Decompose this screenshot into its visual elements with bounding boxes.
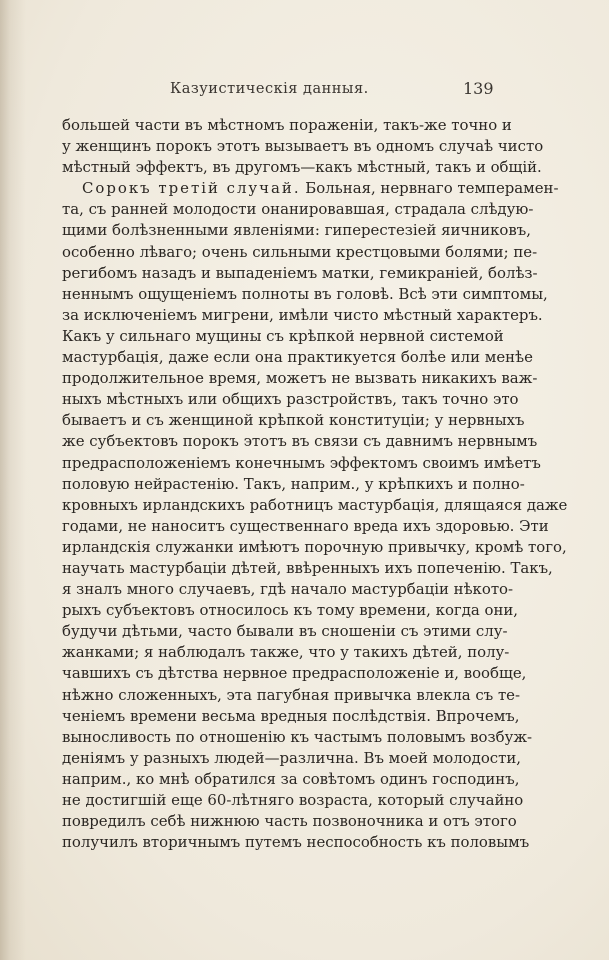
text-line: продолжительное время, можетъ не вызвать никакихъ важ- bbox=[62, 369, 538, 388]
text-line: наприм., ко мнѣ обратился за совѣтомъ одинъ господинъ, bbox=[62, 769, 520, 788]
case-heading-rest: Больная, нервнаго темперамен- bbox=[305, 179, 559, 198]
text-line: нѣжно сложенныхъ, эта пагубная привычка влекла съ те- bbox=[62, 685, 521, 704]
text-line: ныхъ мѣстныхъ или общихъ разстройствъ, такъ точно это bbox=[62, 390, 519, 409]
text-line: за исключеніемъ мигрени, имѣли чисто мѣстный характеръ. bbox=[62, 305, 543, 324]
text-line: неннымъ ощущеніемъ полноты въ головѣ. Всѣ эти симптомы, bbox=[62, 284, 548, 303]
text-line: половую нейрастенію. Такъ, наприм., у крѣпкихъ и полно- bbox=[62, 474, 525, 493]
text-line: жанками; я наблюдалъ также, что у такихъ дѣтей, полу- bbox=[62, 643, 510, 662]
text-line: предрасположеніемъ конечнымъ эффектомъ своимъ имѣетъ bbox=[62, 453, 541, 472]
text-line: выносливость по отношенію къ частымъ половымъ возбуж- bbox=[62, 727, 533, 746]
text-line: не достигшій еще 60-лѣтняго возраста, который случайно bbox=[62, 791, 524, 809]
running-title: Казуистическія данныя. bbox=[170, 81, 369, 97]
text-line: ирландскія служанки имѣютъ порочную привычку, кромѣ того, bbox=[62, 537, 567, 556]
text-line: я зналъ много случаевъ, гдѣ начало мастурбаціи нѣкото- bbox=[62, 580, 514, 599]
body-text bbox=[62, 115, 568, 853]
text-line: мѣстный эффектъ, въ другомъ—какъ мѣстный, такъ и общій. bbox=[62, 158, 542, 177]
text-line: щими болѣзненными явленіями: гиперестезіей яичниковъ, bbox=[62, 221, 531, 240]
text-line: мастурбація, даже если она практикуется болѣе или менѣе bbox=[62, 348, 533, 367]
text-line: бываетъ и съ женщиной крѣпкой конституціи; у нервныхъ bbox=[62, 411, 525, 430]
text-line: большей части въ мѣстномъ пораженіи, такъ-же точно и bbox=[62, 116, 512, 134]
text-line: повредилъ себѣ нижнюю часть позвоночника и отъ этого bbox=[62, 812, 517, 831]
case-heading: Сорокъ третій случай. bbox=[82, 179, 301, 198]
text-line: ченіемъ времени весьма вредныя послѣдствія. Впрочемъ, bbox=[62, 706, 520, 725]
text-line: кровныхъ ирландскихъ работницъ мастурбація, длящаяся даже bbox=[62, 495, 568, 514]
text-line: получилъ вторичнымъ путемъ неспособность къ половымъ bbox=[62, 833, 530, 852]
page-number: 139 bbox=[463, 79, 494, 98]
text-line: регибомъ назадъ и выпаденіемъ матки, гемикраніей, болѣз- bbox=[62, 263, 538, 282]
text-line: будучи дѣтьми, часто бывали въ сношеніи съ этими слу- bbox=[62, 622, 508, 641]
text-line: же субъектовъ порокъ этотъ въ связи съ давнимъ нервнымъ bbox=[62, 432, 538, 451]
text-line: годами, не наноситъ существеннаго вреда ихъ здоровью. Эти bbox=[62, 516, 549, 535]
text-line: та, съ ранней молодости онанировавшая, страдала слѣдую- bbox=[62, 200, 534, 219]
text-line: научать мастурбаціи дѣтей, ввѣренныхъ ихъ попеченію. Такъ, bbox=[62, 558, 553, 577]
text-line: деніямъ у разныхъ людей—различна. Въ моей молодости, bbox=[62, 748, 522, 767]
text-line: особенно лѣваго; очень сильными крестцовыми болями; пе- bbox=[62, 242, 538, 261]
text-line: Какъ у сильнаго мущины съ крѣпкой нервной системой bbox=[62, 326, 504, 345]
text-line: чавшихъ съ дѣтства нервное предрасположеніе и, вообще, bbox=[62, 664, 527, 683]
text-line: рыхъ субъектовъ относилось къ тому времени, когда они, bbox=[62, 601, 519, 620]
case-heading-line bbox=[62, 178, 559, 199]
text-line: у женщинъ порокъ этотъ вызываетъ въ одномъ случаѣ чисто bbox=[62, 137, 544, 156]
